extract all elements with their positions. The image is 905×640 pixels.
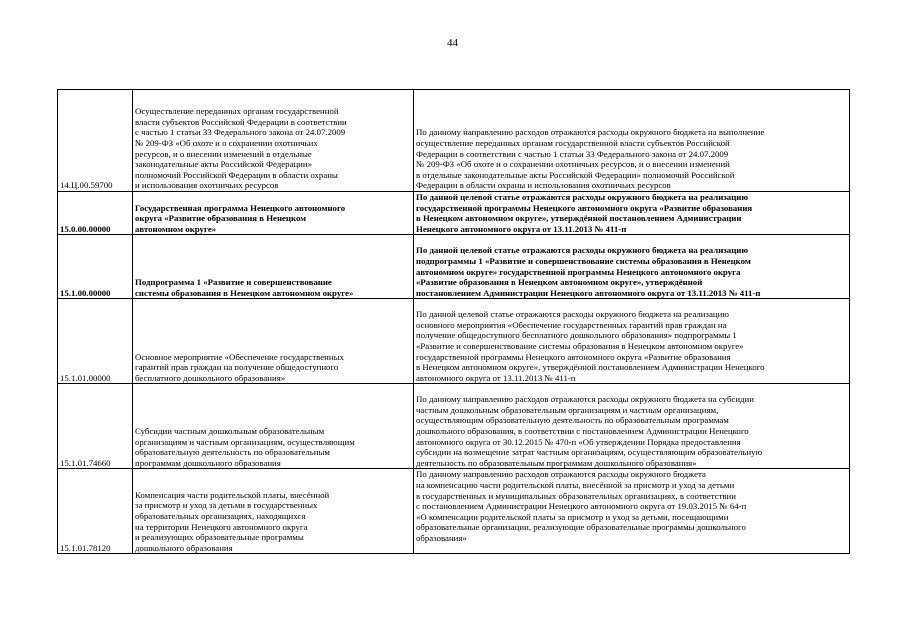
target-article-name: Подпрограмма 1 «Развитие и совершенствование системы образования в Ненецком автономном округе»: [133, 235, 414, 299]
target-article-name: Государственная программа Ненецкого автономного округа «Развитие образования в Ненецком автономном округе»: [133, 192, 414, 235]
page-number: 44: [447, 37, 458, 49]
target-article-description: По данной целевой статье отражаются расходы окружного бюджета на реализацию основного мероприятия «Обеспечение государственных гарантий прав граждан на получение общедоступного бесплатного дошкольного образования» подпрограммы 1 «Развитие и совершенствование системы образования в Ненецком автономном округе» государственной программы Ненецкого автономного округа «Развитие образования в Ненецком автономном округе», утверждённой постановлением Администрации Ненецкого автономного округа от 13.11.2013 № 411-п: [414, 299, 850, 384]
target-article-code: 14.Ц.00.59700: [58, 90, 133, 192]
target-article-description: По данному направлению расходов отражаются расходы окружного бюджета на субсидии частным дошкольным образовательным организациям и частным организациям, осуществляющим образовательную деятельность по образовательным программам дошкольного образования, в соответствии с постановлением Администрации Ненецкого автономного округа от 30.12.2015 № 470-п «Об утверждении Порядка предоставления субсидии на возмещение затрат частным организациям, осуществляющим образовательную деятельность по образовательным программам дошкольного образования»: [414, 384, 850, 469]
target-article-code: 15.1.01.78120: [58, 469, 133, 554]
target-article-code: 15.0.00.00000: [58, 192, 133, 235]
table-row: [58, 469, 850, 554]
target-article-code: 15.1.01.00000: [58, 299, 133, 384]
target-article-name: Осуществление переданных органам государственной власти субъектов Российской Федерации в соответствии с частью 1 статьи 33 Федерального закона от 24.07.2009 № 209-ФЗ «Об охоте и о сохранении охотничьих ресурсов, и о внесении изменений в отдельные законодательные акты Российской Федерации» полномочий Российской Федерации в области охраны и использования охотничьих ресурсов: [133, 90, 414, 192]
target-article-description: По данному направлению расходов отражаются расходы окружного бюджета на выполнение осуществление переданных органам государственной власти субъектов Российской Федерации в соответствии с частью 1 статьи 33 Федерального закона от 24.07.2009 № 209-ФЗ «Об охоте и о сохранении охотничьих ресурсов, и о внесении изменений в отдельные законодательные акты Российской Федерации» полномочий Российской Федерации в области охраны и использования охотничьих ресурсов: [414, 90, 850, 192]
target-article-name: Основное мероприятие «Обеспечение государственных гарантий прав граждан на получение общедоступного бесплатного дошкольного образования»: [133, 299, 414, 384]
target-article-code: 15.1.00.00000: [58, 235, 133, 299]
target-article-description: По данной целевой статье отражаются расходы окружного бюджета на реализацию подпрограммы 1 «Развитие и совершенствование системы образования в Ненецком автономном округе» государственной программы Ненецкого автономного округа «Развитие образования в Ненецком автономном округе», утверждённой постановлением Администрации Ненецкого автономного округа от 13.11.2013 № 411-п: [414, 235, 850, 299]
target-article-name: Субсидии частным дошкольным образовательным организациям и частным организациям, осуществляющим образовательную деятельность по образовательным программам дошкольного образования: [133, 384, 414, 469]
table-row: [58, 90, 850, 192]
target-article-code: 15.1.01.74660: [58, 384, 133, 469]
table-row: [58, 235, 850, 299]
target-article-name: Компенсация части родительской платы, внесённой за присмотр и уход за детьми в государственных образовательных организациях, находящихся на территории Ненецкого автономного округа и реализующих образовательные программы дошкольного образования: [133, 469, 414, 554]
table-row: [58, 299, 850, 384]
target-article-description: По данной целевой статье отражаются расходы окружного бюджета на реализацию государственной программы Ненецкого автономного округа «Развитие образования в Ненецком автономном округе», утверждённой постановлением Администрации Ненецкого автономного округа от 13.11.2013 № 411-п: [414, 192, 850, 235]
table-row: [58, 192, 850, 235]
target-article-description: По данному направлению расходов отражаются расходы окружного бюджета на компенсацию части родительской платы, внесённой за присмотр и уход за детьми в государственных и муниципальных образовательных организациях, в соответствии с постановлением Администрации Ненецкого автономного округа от 19.03.2015 № 64-п «О компенсации родительской платы за присмотр и уход за детьми, посещающими образовательные организации, реализующие образовательные программы дошкольного образования»: [414, 469, 850, 554]
table-row: [58, 384, 850, 469]
budget-classification-table: [57, 89, 850, 554]
